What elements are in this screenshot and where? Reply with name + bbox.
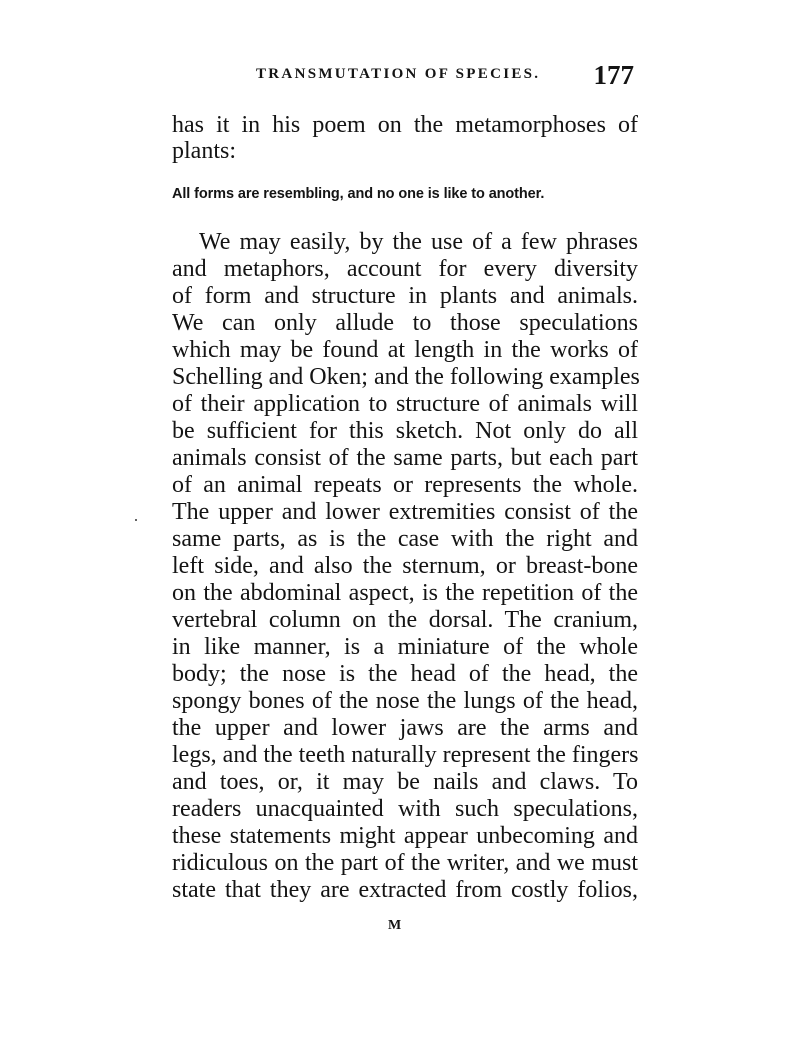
body-line: and metaphors, account for every diversity bbox=[172, 256, 638, 282]
printer-signature-mark: M bbox=[388, 918, 402, 933]
body-line: The upper and lower extremities consist of the bbox=[172, 499, 638, 525]
body-line: on the abdominal aspect, is the repetition of the bbox=[172, 580, 638, 606]
body-line: readers unacquainted with such speculations, bbox=[172, 796, 638, 822]
body-line: these statements might appear unbecoming and bbox=[172, 823, 638, 849]
body-line: We can only allude to those speculations bbox=[172, 310, 638, 336]
ink-speck bbox=[135, 519, 137, 521]
body-line: and toes, or, it may be nails and claws. To bbox=[172, 769, 638, 795]
body-line: left side, and also the sternum, or breast-bone bbox=[172, 553, 638, 579]
body-line: Schelling and Oken; and the following examples bbox=[172, 364, 640, 390]
body-line: vertebral column on the dorsal. The cranium, bbox=[172, 607, 638, 633]
body-line: the upper and lower jaws are the arms and bbox=[172, 715, 638, 741]
body-line: of an animal repeats or represents the whole. bbox=[172, 472, 638, 498]
body-line: ridiculous on the part of the writer, and we must bbox=[172, 850, 638, 876]
intro-line: has it in his poem on the metamorphoses of bbox=[172, 112, 638, 138]
body-line: legs, and the teeth naturally represent the fingers bbox=[172, 742, 639, 768]
body-line: animals consist of the same parts, but each part bbox=[172, 445, 638, 471]
body-line: which may be found at length in the works of bbox=[172, 337, 638, 363]
body-line: of form and structure in plants and animals. bbox=[172, 283, 638, 309]
intro-line: plants: bbox=[172, 138, 236, 164]
body-line: be sufficient for this sketch. Not only do all bbox=[172, 418, 638, 444]
verse-quotation: All forms are resembling, and no one is like to another. bbox=[172, 186, 545, 202]
body-line: spongy bones of the nose the lungs of the head, bbox=[172, 688, 638, 714]
body-line: state that they are extracted from costly folios, bbox=[172, 877, 638, 903]
body-line: body; the nose is the head of the head, the bbox=[172, 661, 638, 687]
page-header bbox=[172, 60, 638, 94]
running-title: TRANSMUTATION OF SPECIES. bbox=[256, 66, 541, 82]
page-number: 177 bbox=[593, 60, 634, 90]
body-line: in like manner, is a miniature of the whole bbox=[172, 634, 638, 660]
body-line: of their application to structure of animals will bbox=[172, 391, 638, 417]
body-line: same parts, as is the case with the right and bbox=[172, 526, 638, 552]
body-line: We may easily, by the use of a few phrases bbox=[199, 229, 638, 255]
